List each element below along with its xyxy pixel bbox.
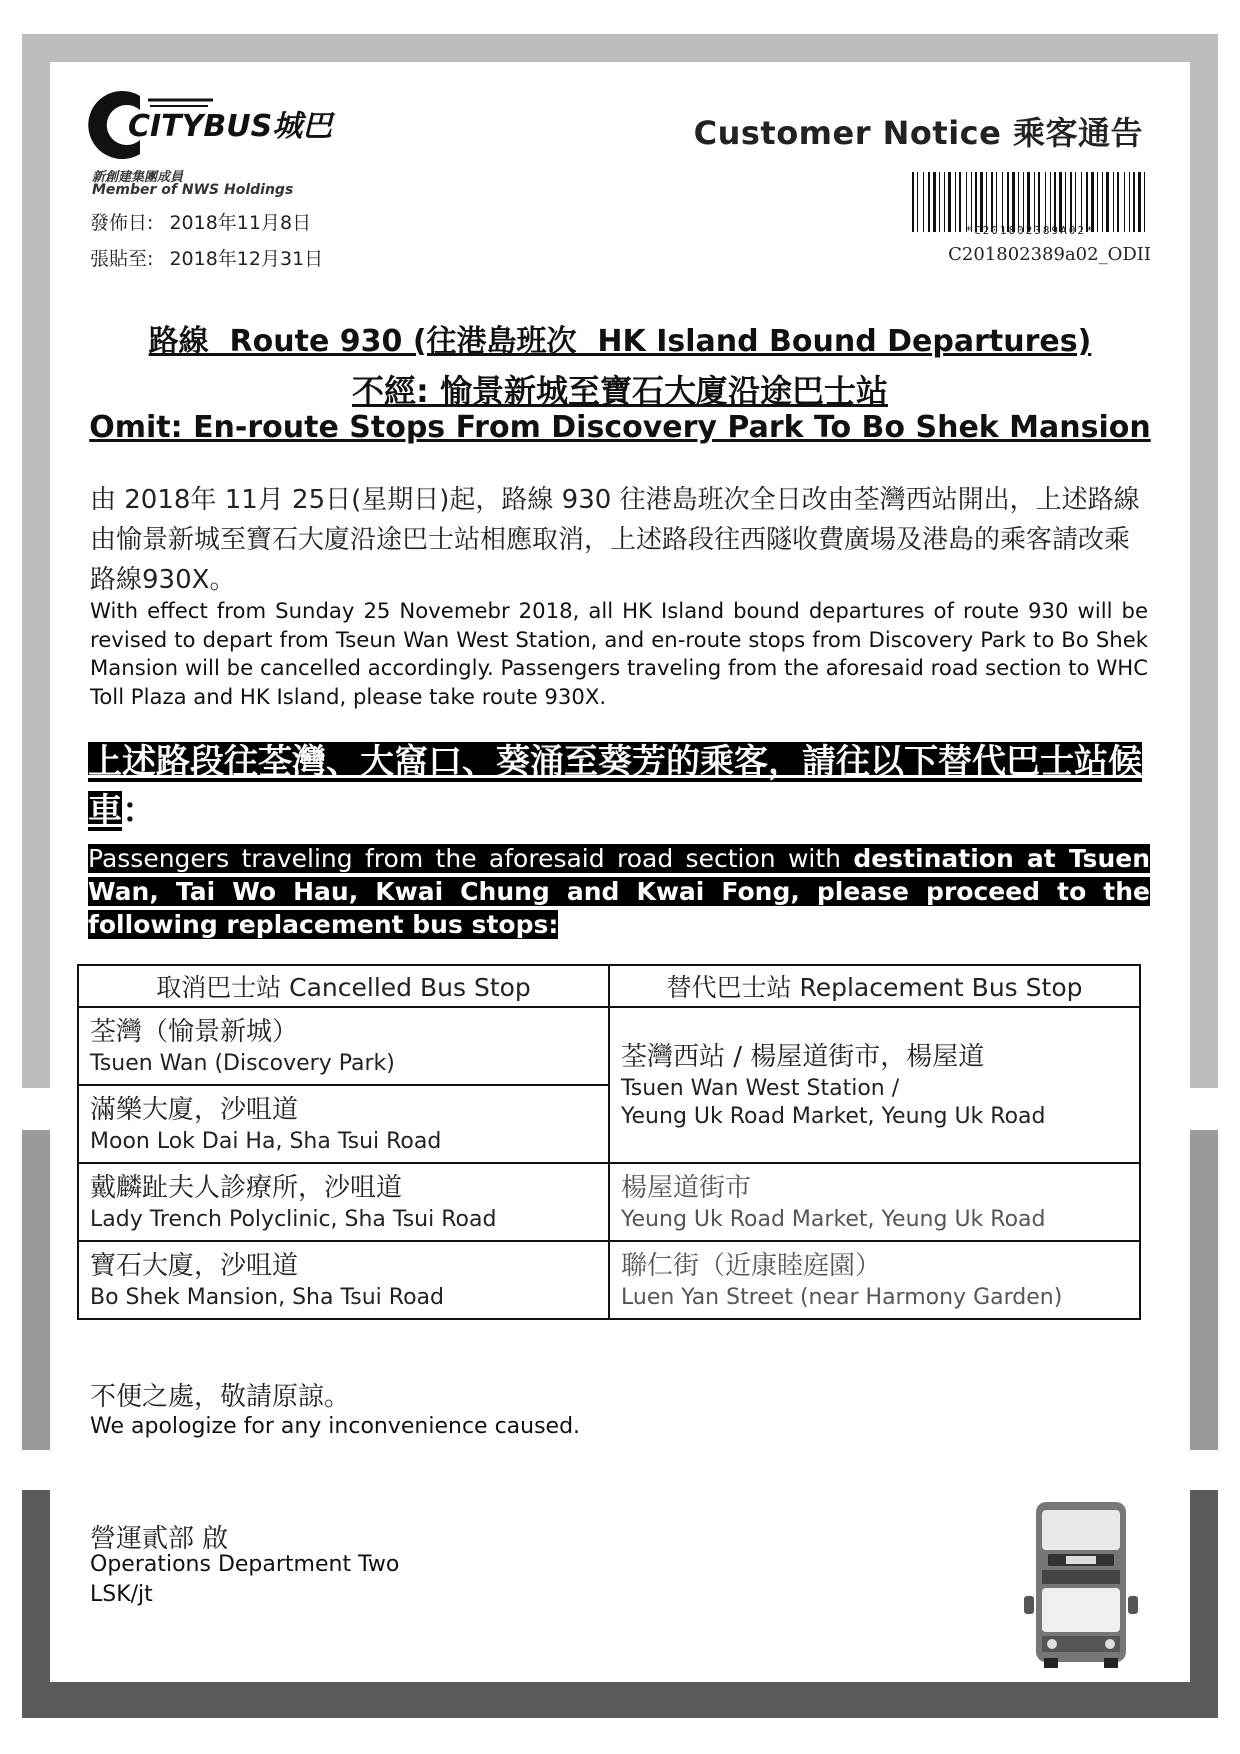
- replacement-stop-cell: [609, 1007, 1140, 1163]
- barcode-bar: [975, 172, 977, 232]
- barcode-bar: [1133, 172, 1135, 232]
- barcode-bar: [1018, 172, 1019, 232]
- barcode-bar: [1091, 172, 1094, 232]
- barcode-bar: [1034, 172, 1035, 232]
- barcode-bar: [1027, 172, 1030, 232]
- barcode-bar: [1045, 172, 1046, 232]
- barcode-bar: [980, 172, 983, 232]
- barcode-bar: [1117, 172, 1119, 232]
- barcode-bar: [971, 172, 972, 232]
- cancelled-stop-cell: [78, 1085, 609, 1163]
- barcode-text: *C201802389A02*: [965, 224, 1095, 237]
- apology-en: We apologize for any inconvenience caused.: [90, 1414, 581, 1439]
- barcode-bar: [1124, 172, 1125, 232]
- header-cancelled: 取消巴士站 Cancelled Bus Stop: [78, 965, 609, 1007]
- barcode-bar: [1113, 172, 1114, 232]
- barcode-bar: [1097, 172, 1098, 232]
- replacement-stop-en-2: Yeung Uk Road Market, Yeung Uk Road: [621, 1104, 1046, 1129]
- body-text-zh: 由 2018年 11月 25日(星期日)起，路線 930 往港島班次全日改由荃灣西站開出，上述路線由愉景新城至寶石大廈沿途巴士站相應取消，上述路段往西隧收費廣場及港島的乘客請改乘路線930X。: [90, 485, 1140, 595]
- barcode-bar: [1070, 172, 1072, 232]
- cancelled-stop-cell: [78, 1007, 609, 1085]
- barcode-bar: [1102, 172, 1103, 232]
- reference-code: C201802389a02_ODII: [948, 244, 1151, 265]
- barcode-bar: [1086, 172, 1088, 232]
- barcode-bar: [996, 172, 997, 232]
- replacement-stop-en-1: Tsuen Wan West Station /: [621, 1076, 900, 1101]
- barcode-bar: [1050, 172, 1051, 232]
- barcode-bar: [912, 172, 914, 232]
- logo-member-zh: 新創建集團成員: [92, 170, 184, 185]
- cancelled-stop-zh: 荃灣（愉景新城）: [90, 1017, 299, 1047]
- apology-zh: 不便之處，敬請原諒。: [90, 1382, 351, 1412]
- barcode-bar: [1054, 172, 1056, 232]
- cancelled-stop-en: Moon Lok Dai Ha, Sha Tsui Road: [90, 1129, 442, 1154]
- replacement-stop-zh: 荃灣西站 / 楊屋道街市，楊屋道: [621, 1042, 985, 1072]
- signature-zh: 營運貳部 啟: [90, 1524, 229, 1554]
- body-text-en: With effect from Sunday 25 Novemebr 2018, all HK Island bound departures of route 930 will be revised to depart from Tseun Wan West Station, and en-route stops from Discovery Park to Bo Shek Mansion will be cancelled accordingly. Passengers traveling from the aforesaid road section to WHC Toll Plaza and HK Island, please take route 930X.: [90, 598, 1148, 709]
- cancelled-stop-zh: 戴麟趾夫人診療所，沙咀道: [90, 1173, 403, 1203]
- cancelled-stop-zh: 滿樂大廈，沙咀道: [90, 1095, 299, 1125]
- post-until-row: [90, 244, 323, 271]
- bus-illustration: [1022, 1500, 1140, 1670]
- cancelled-stop-en: Lady Trench Polyclinic, Sha Tsui Road: [90, 1207, 497, 1232]
- barcode-bar: [1012, 172, 1015, 232]
- table-header-row: [78, 965, 1140, 1007]
- replacement-stop-en: Luen Yan Street (near Harmony Garden): [621, 1285, 1063, 1310]
- signature-en: Operations Department Two: [90, 1552, 400, 1577]
- issue-date: 2018年11月8日: [169, 212, 312, 234]
- replacement-stop-cell: [609, 1241, 1140, 1319]
- barcode-bar: [1144, 172, 1145, 232]
- replacement-stop-zh: 楊屋道街市: [621, 1173, 752, 1203]
- cancelled-stop-en: Bo Shek Mansion, Sha Tsui Road: [90, 1285, 444, 1310]
- barcode-bar: [939, 172, 940, 232]
- barcode-bar: [991, 172, 993, 232]
- bus-stop-table: [77, 964, 1141, 1320]
- barcode-bar: [1106, 172, 1109, 232]
- highlight-en-bold: destination at Tsuen Wan, Tai Wo Hau, Kwai Chung and Kwai Fong, please proceed to the following replacement bus stops:: [88, 844, 1150, 939]
- table-row: [78, 1241, 1140, 1319]
- logo-text: CITYBUS城巴: [128, 109, 333, 144]
- logo-member-en: Member of NWS Holdings: [92, 182, 294, 198]
- highlight-en-start: Passengers traveling from the aforesaid road section with: [88, 844, 854, 873]
- replacement-stop-en: Yeung Uk Road Market, Yeung Uk Road: [621, 1207, 1046, 1232]
- title-omit-zh: 不經: 愉景新城至寶石大廈沿途巴士站: [352, 372, 888, 410]
- highlight-zh: [88, 738, 1150, 836]
- barcode-bar: [933, 172, 936, 232]
- replacement-stop-cell: [609, 1163, 1140, 1241]
- cancelled-stop-cell: [78, 1241, 609, 1319]
- highlight-en: [88, 842, 1150, 941]
- barcode-bar: [1038, 172, 1040, 232]
- barcode-bar: [917, 172, 918, 232]
- cancelled-stop-cell: [78, 1163, 609, 1241]
- barcode-bar: [1065, 172, 1066, 232]
- title-route: 路線 Route 930 (往港島班次 HK Island Bound Departures): [148, 324, 1092, 359]
- barcode-bar: [944, 172, 945, 232]
- barcode-bar: [1081, 172, 1082, 232]
- barcode-bar: [955, 172, 956, 232]
- issue-date-row: [90, 208, 311, 235]
- barcode-bar: [923, 172, 924, 232]
- highlight-zh-colon: ：: [122, 791, 156, 831]
- barcode: [912, 172, 1148, 232]
- barcode-bar: [1138, 172, 1141, 232]
- replacement-stop-zh: 聯仁街（近康睦庭園）: [621, 1251, 882, 1281]
- post-until-date: 2018年12月31日: [169, 248, 324, 270]
- barcode-bar: [1059, 172, 1062, 232]
- barcode-bar: [1002, 172, 1003, 232]
- table-row: [78, 1007, 1140, 1085]
- post-until-label: 張貼至:: [90, 248, 154, 270]
- highlight-zh-text: 上述路段往荃灣、大窩口、葵涌至葵芳的乘客，請往以下替代巴士站候車: [88, 742, 1142, 831]
- barcode-bar: [1129, 172, 1130, 232]
- barcode-bar: [986, 172, 987, 232]
- title-omit-en: Omit: En-route Stops From Discovery Park To Bo Shek Mansion: [89, 410, 1151, 445]
- table-row: [78, 1163, 1140, 1241]
- barcode-bar: [1023, 172, 1024, 232]
- barcode-bar: [959, 172, 961, 232]
- cancelled-stop-en: Tsuen Wan (Discovery Park): [90, 1051, 395, 1076]
- header-replacement: 替代巴士站 Replacement Bus Stop: [609, 965, 1140, 1007]
- barcode-bar: [948, 172, 951, 232]
- barcode-bar: [1075, 172, 1076, 232]
- cancelled-stop-zh: 寶石大廈，沙咀道: [90, 1251, 299, 1281]
- issue-date-label: 發佈日:: [90, 212, 154, 234]
- notice-heading: Customer Notice 乘客通告: [693, 114, 1143, 152]
- barcode-bar: [928, 172, 930, 232]
- signature-ref: LSK/jt: [90, 1582, 153, 1607]
- barcode-bar: [966, 172, 967, 232]
- barcode-bar: [1007, 172, 1009, 232]
